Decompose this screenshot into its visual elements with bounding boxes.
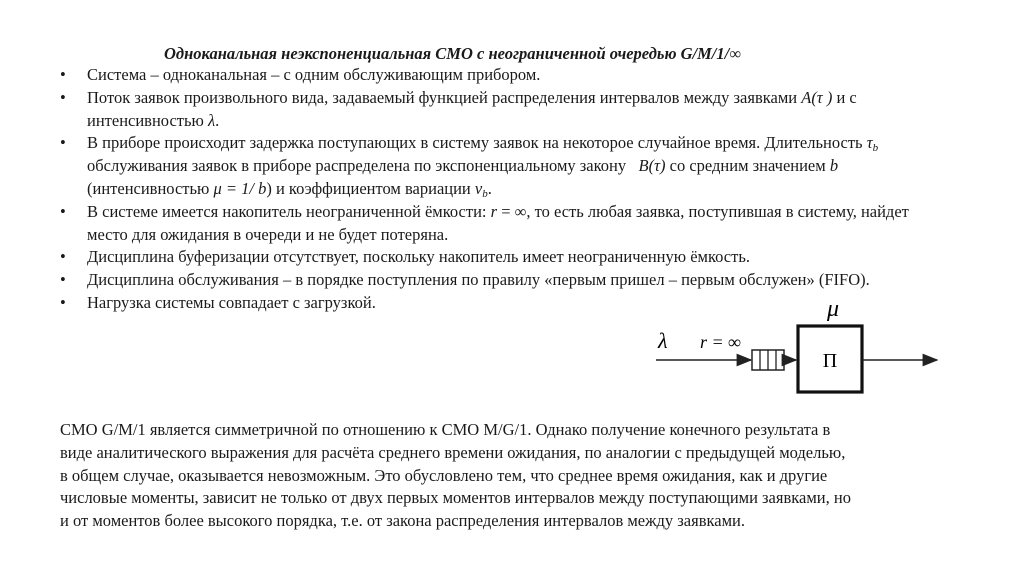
bullet-text-segment: v [474,178,483,198]
bullet-item [60,246,940,269]
bullet-text-segment: обслуживания заявок в приборе распределена по экспоненциальному закону [87,133,883,176]
bullet-text-segment: ) и коэффициентом вариации [266,178,475,198]
paragraph-line: и от моментов более высокого порядка, т.е. от закона распределения интервалов между заявками. [60,511,745,531]
queue-capacity-label: r = ∞ [700,332,741,352]
bullet-item [60,64,940,87]
paragraph-line: в общем случае, оказывается невозможным. Это обусловлено тем, что среднее время ожидания, как и другие [60,465,828,485]
queue-buffer [752,350,784,370]
bullet-text-segment: и с интенсивностью [87,87,861,130]
bullet-text-segment: В приборе происходит задержка поступающих в систему заявок на некоторое случайное время. Длительность [87,133,867,153]
bullet-list [60,64,940,315]
paragraph-line: СМО G/M/1 является симметричной по отношению к СМО M/G/1. Однако получение конечного результата в [60,420,831,439]
slide-title: Одноканальная неэкспоненциальная СМО с неограниченной очередью G/M/1/∞ [164,44,741,63]
bullet-text-segment: В системе имеется накопитель неограниченной ёмкости: [87,201,491,221]
bullet-text-segment: τ [866,133,873,153]
bullet-item [60,201,940,247]
bullet-text-segment: r [490,201,498,221]
bullet-text-segment: A(τ ) [801,87,833,107]
bullet-item [60,87,940,133]
bullet-text-segment: Система – одноканальная – с одним обслуживающим прибором. [87,65,541,84]
paragraph-line: виде аналитического выражения для расчёта среднего времени ожидания, по аналогии с предыдущей моделью, [60,442,846,462]
conclusion-paragraph [60,419,980,533]
queue-system-diagram [650,290,950,410]
bullet-text-segment: B(τ) [638,156,666,176]
bullet-text-segment: . [487,178,492,198]
arrival-rate-label: λ [658,328,668,353]
bullet-text-segment: (интенсивностью [87,156,843,198]
bullet-text-segment: со средним значением [665,156,830,176]
bullet-text-segment: Нагрузка системы совпадает с загрузкой. [87,292,376,312]
bullet-item [60,269,940,292]
bullet-text-segment: λ [207,110,216,130]
bullet-text-segment: μ = 1/ b [213,178,267,198]
bullet-text-segment: b [872,142,879,155]
server-label: П [822,350,838,372]
bullet-text-segment: b [829,156,839,176]
service-rate-label: μ [827,296,840,322]
bullet-text-segment: Дисциплина обслуживания – в порядке поступления по правилу «первым пришел – первым обслужен» (FIFO). [87,270,870,290]
bullet-text-segment: = ∞, то есть любая заявка, поступившая в систему, найдет место для ожидания в очереди и не будет потеряна. [87,201,913,244]
paragraph-line: числовые моменты, зависит не только от двух первых моментов интервалов между поступающими заявками, но [60,488,851,508]
bullet-text-segment: b [482,187,488,200]
bullet-text-segment: Дисциплина буферизации отсутствует, поскольку накопитель имеет неограниченную ёмкость. [87,247,750,267]
bullet-text-segment: . [215,110,220,130]
bullet-item [60,132,940,200]
bullet-text-segment: Поток заявок произвольного вида, задаваемый функцией распределения интервалов между заявками [87,87,802,107]
